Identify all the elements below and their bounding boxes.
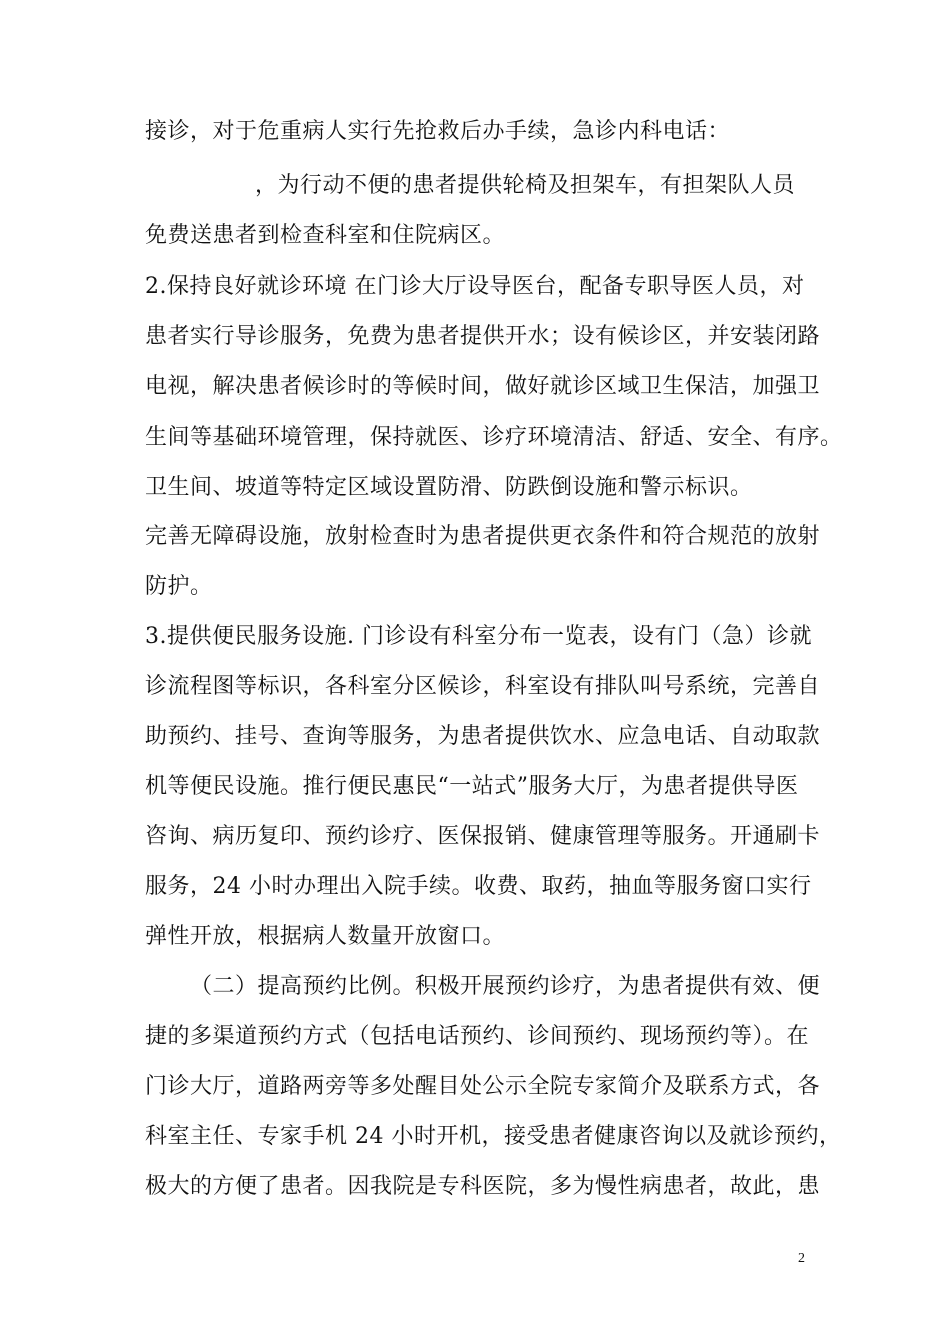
text-line: 科室主任、专家手机 24 小时开机，接受患者健康咨询以及就诊预约， (145, 1124, 842, 1149)
text-line: 防护。 (145, 574, 213, 599)
text-line: 3.提供便民服务设施. 门诊设有科室分布一览表，设有门（急）诊就 (145, 624, 812, 649)
text-line: 助预约、挂号、查询等服务，为患者提供饮水、应急电话、自动取款 (145, 724, 821, 749)
text-line: 门诊大厅，道路两旁等多处醒目处公示全院专家简介及联系方式，各 (145, 1074, 821, 1099)
text-line: ，为行动不便的患者提供轮椅及担架车，有担架队人员 (255, 173, 796, 198)
text-line: 免费送患者到检查科室和住院病区。 (145, 223, 506, 248)
text-line: 完善无障碍设施，放射检查时为患者提供更衣条件和符合规范的放射 (145, 524, 821, 549)
text-line: 生间等基础环境管理，保持就医、诊疗环境清洁、舒适、安全、有序。 (145, 425, 843, 450)
text-line: 诊流程图等标识，各科室分区候诊，科室设有排队叫号系统，完善自 (145, 674, 821, 699)
text-line: 极大的方便了患者。因我院是专科医院，多为慢性病患者，故此，患 (145, 1174, 821, 1199)
text-line: 服务，24 小时办理出入院手续。收费、取药，抽血等服务窗口实行 (145, 874, 812, 899)
text-line: 弹性开放，根据病人数量开放窗口。 (145, 924, 506, 949)
text-line: 机等便民设施。推行便民惠民“一站式”服务大厅，为患者提供导医 (145, 774, 799, 799)
text-line: （二）提高预约比例。积极开展预约诊疗，为患者提供有效、便 (190, 974, 821, 999)
page-number: 2 (798, 1251, 805, 1266)
text-line: 2.保持良好就诊环境 在门诊大厅设导医台，配备专职导医人员，对 (145, 274, 805, 299)
text-line: 电视，解决患者候诊时的等候时间，做好就诊区域卫生保洁，加强卫 (145, 374, 821, 399)
text-line: 卫生间、坡道等特定区域设置防滑、防跌倒设施和警示标识。 (145, 475, 753, 500)
text-line: 咨询、病历复印、预约诊疗、医保报销、健康管理等服务。开通刷卡 (145, 824, 821, 849)
text-line: 捷的多渠道预约方式（包括电话预约、诊间预约、现场预约等）。在 (145, 1024, 810, 1049)
text-line: 患者实行导诊服务，免费为患者提供开水；设有候诊区，并安装闭路 (145, 324, 821, 349)
text-line: 接诊，对于危重病人实行先抢救后办手续，急诊内科电话： (145, 119, 731, 144)
